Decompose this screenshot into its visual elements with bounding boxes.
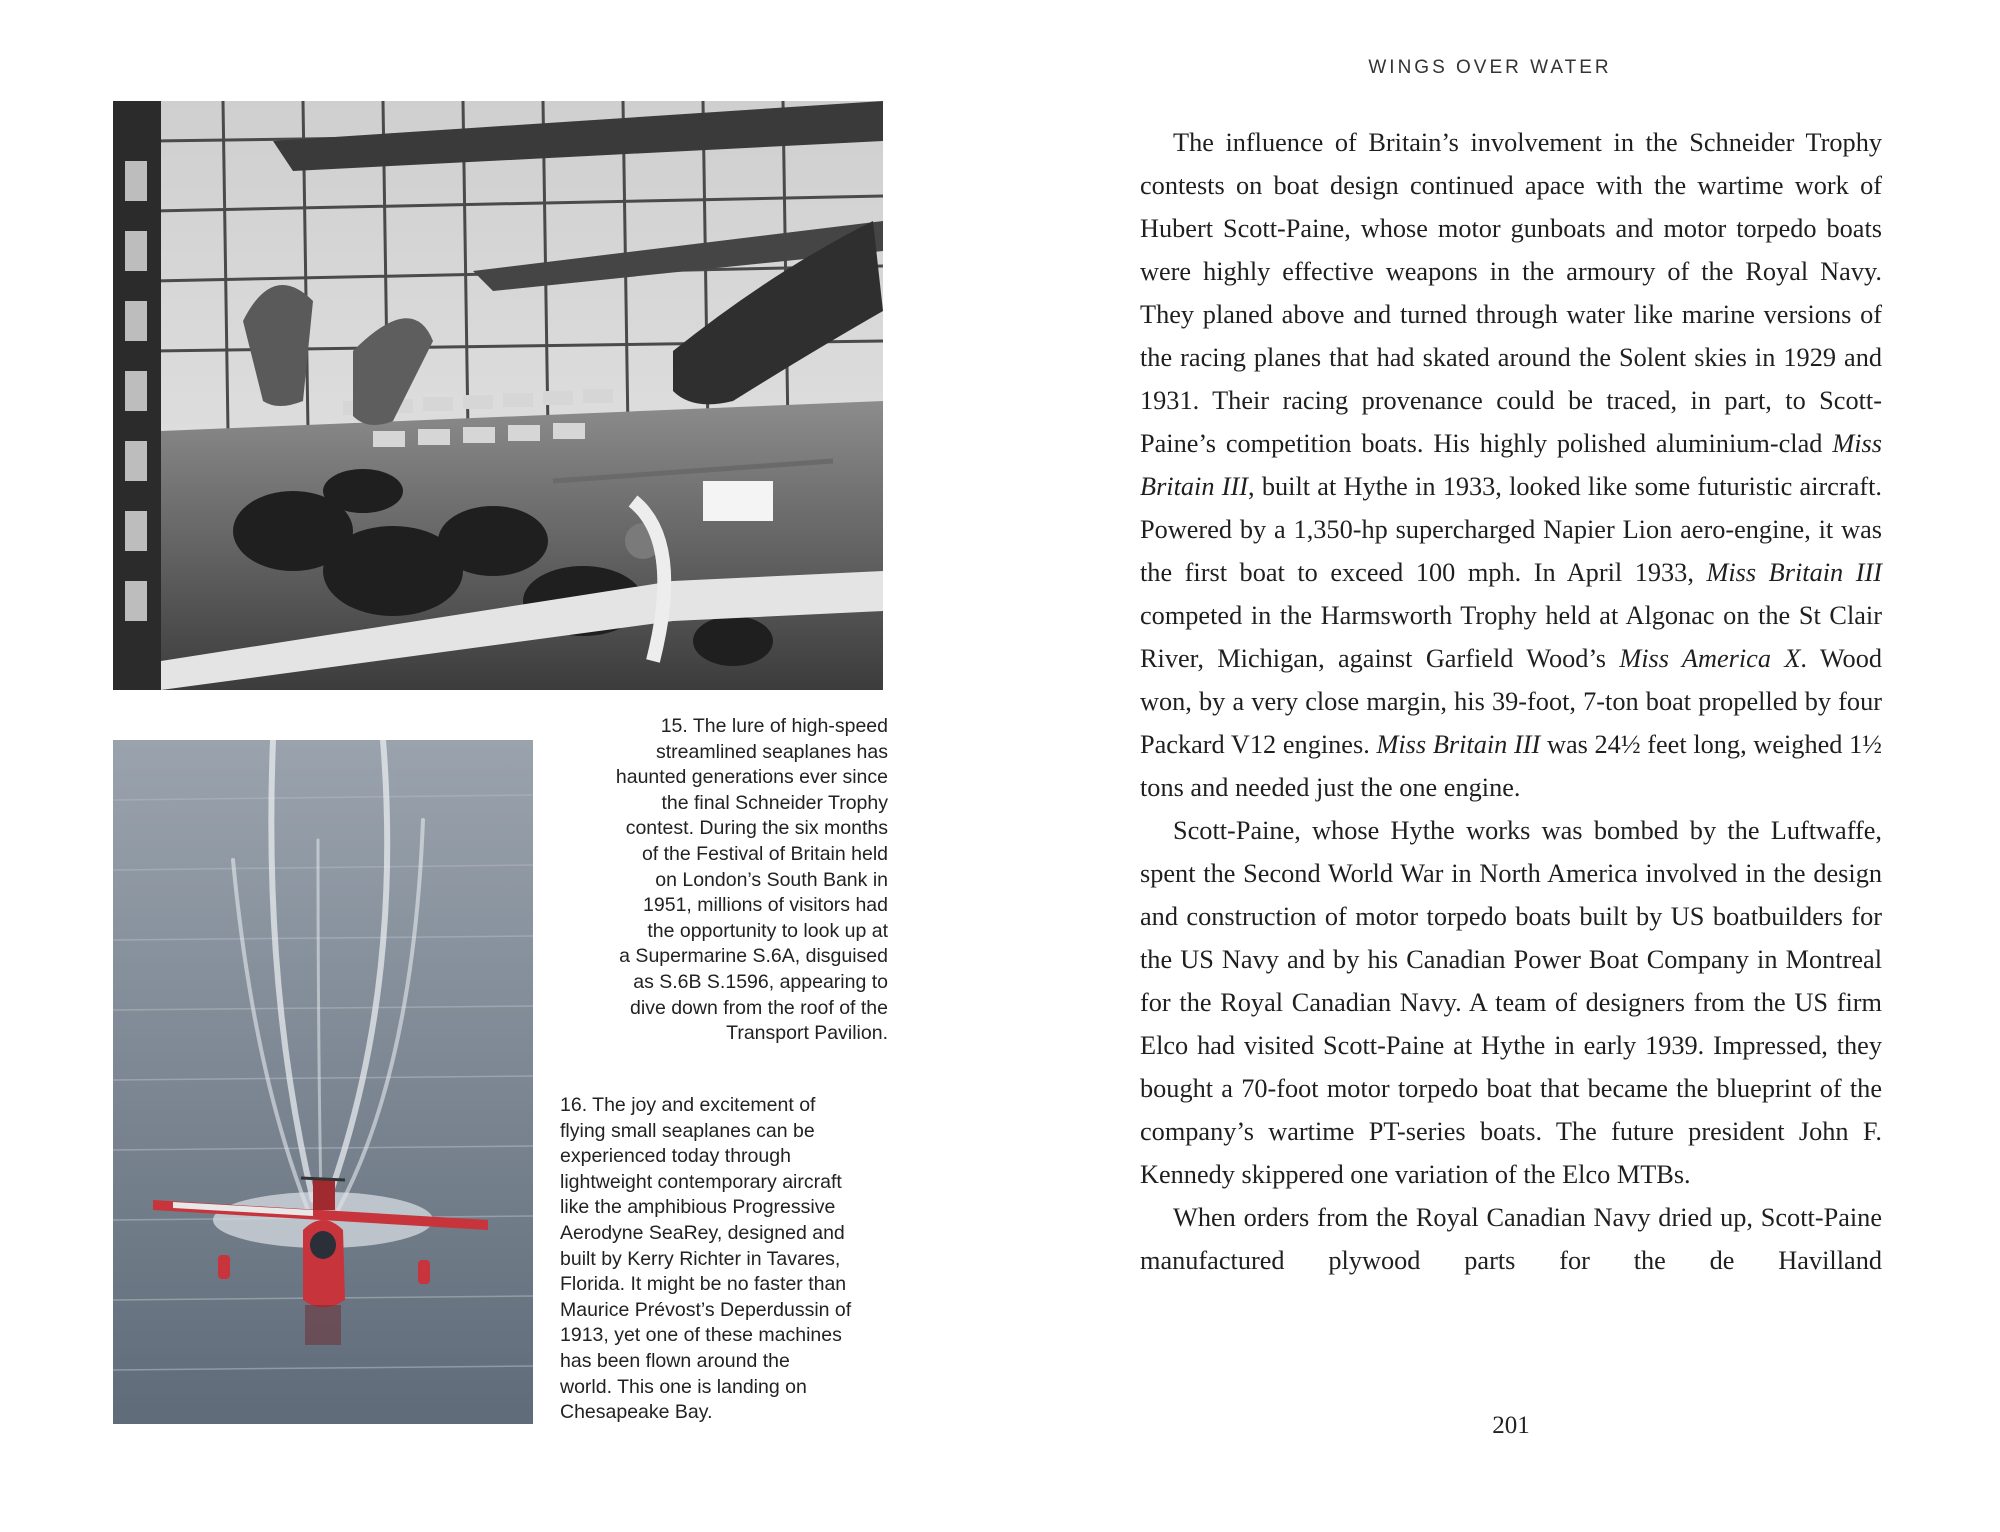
paragraph-1-part-d: . Wood won, by a very close margin, his 39-foot, 7-ton boat propelled by four Packard V12 engines. [1140, 644, 1882, 759]
running-head: WINGS OVER WATER [1368, 57, 1612, 78]
searey-illustration [113, 740, 533, 1424]
page-number: 201 [1492, 1412, 1530, 1439]
boat-name-italic: Miss America X [1619, 644, 1801, 673]
photo-transport-pavilion [113, 101, 883, 690]
body-text [1140, 121, 1882, 1282]
caption-fig-16: 16. The joy and excitement of flying small seaplanes can be experienced today through lightweight contemporary aircraft like the amphibious Progressive Aerodyne SeaRey, designed and built by Kerry Richter in Tavares, Florida. It might be no faster than Maurice Prévost’s Deperdussin of 1913, yet one of these machines has been flown around the world. This one is landing on Chesapeake Bay. [560, 1094, 852, 1424]
boat-name-italic: Miss Britain III [1706, 558, 1882, 587]
paragraph-3: When orders from the Royal Canadian Navy dried up, Scott-Paine manufactured plywood parts for the de Havilland [1140, 1203, 1882, 1275]
paragraph-1-part-a: The influence of Britain’s involvement in the Schneider Trophy contests on boat design continued apace with the wartime work of Hubert Scott-Paine, whose motor gunboats and motor torpedo boats were highly effective weapons in the armoury of the Royal Navy. They planed above and turned through water like marine versions of the racing planes that had skated around the Solent skies in 1929 and 1931. Their racing provenance could be traced, in part, to Scott-Paine’s competition boats. His highly polished aluminium-clad [1140, 128, 1882, 458]
paragraph-1-part-b: , built at Hythe in 1933, looked like some futuristic aircraft. Powered by a 1,350-hp supercharged Napier Lion aero-engine, it was the first boat to exceed 100 mph. In April 1933, [1140, 472, 1883, 587]
boat-name-italic: Miss Britain III [1140, 429, 1882, 501]
pavilion-illustration [113, 101, 883, 690]
paragraph-1-part-e: was 24½ feet long, weighed 1½ tons and needed just the one engine. [1140, 730, 1882, 802]
photo-searey-landing [113, 740, 533, 1424]
paragraph-2: Scott-Paine, whose Hythe works was bombed by the Luftwaffe, spent the Second World War in North America involved in the design and construction of motor torpedo boats built by US boatbuilders for the US Navy and by his Canadian Power Boat Company in Montreal for the Royal Canadian Navy. A team of designers from the US firm Elco had visited Scott-Paine at Hythe in early 1939. Impressed, they bought a 70-foot motor torpedo boat that became the blueprint of the company’s wartime PT-series boats. The future president John F. Kennedy skippered one variation of the Elco MTBs. [1140, 816, 1882, 1189]
caption-fig-15: 15. The lure of high-speed streamlined seaplanes has haunted generations ever since the final Schneider Trophy contest. During the six months of the Festival of Britain held on London’s South Bank in 1951, millions of visitors had the opportunity to look up at a Supermarine S.6A, disguised as S.6B S.1596, appearing to dive down from the roof of the Transport Pavilion. [615, 715, 888, 1045]
boat-name-italic: Miss Britain III [1376, 730, 1541, 759]
paragraph-1 [1140, 121, 1882, 809]
paragraph-1-part-c: competed in the Harmsworth Trophy held at Algonac on the St Clair River, Michigan, against Garfield Wood’s [1140, 601, 1882, 673]
